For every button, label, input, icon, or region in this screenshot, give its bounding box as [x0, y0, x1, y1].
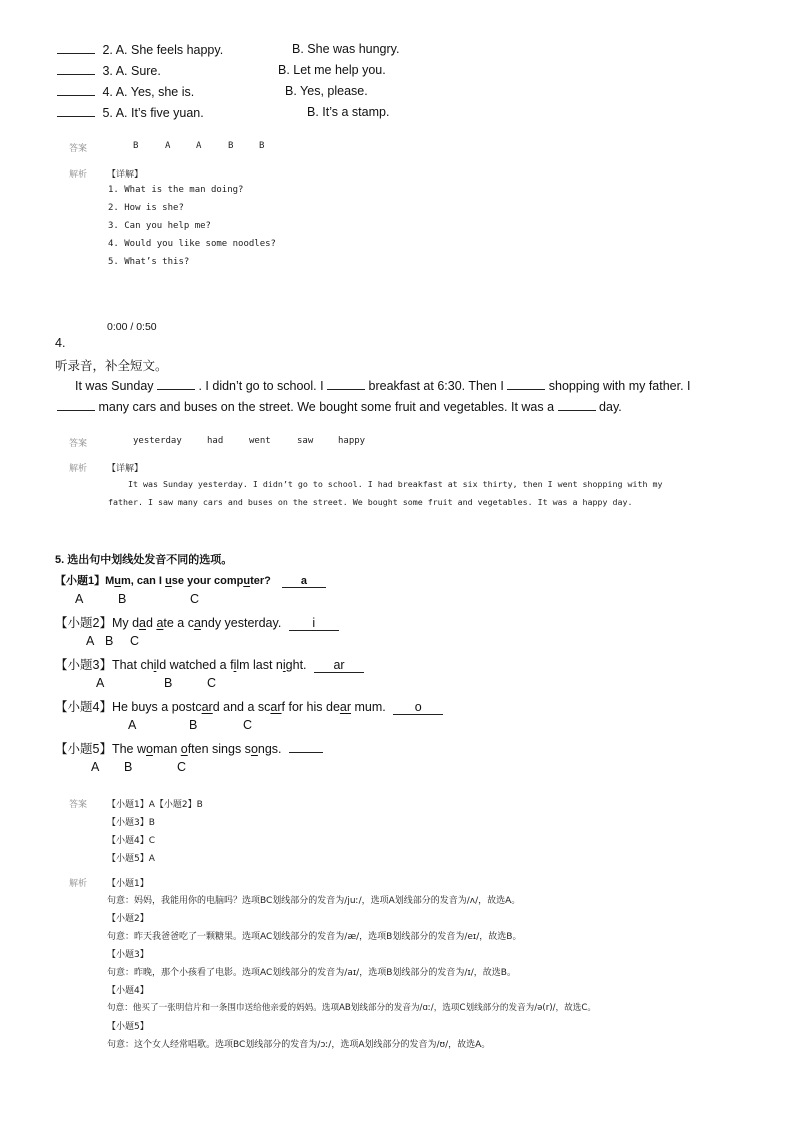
analysis-line: 句意：昨晚，那个小孩看了电影。选项AC划线部分的发音为/aɪ/，选项B划线部分的发音为/ɪ/，故选B。	[107, 968, 516, 978]
underlined-letter: ar	[339, 700, 352, 714]
sentence-text: My d	[111, 616, 140, 630]
analysis-label: 解析	[69, 879, 88, 889]
option-b: B. Yes, please.	[285, 84, 368, 98]
subquestion-label: 【小题2】	[55, 616, 112, 630]
answer-blank[interactable]	[57, 399, 95, 411]
answer-value: A	[165, 141, 171, 151]
detail-line: 5. What’s this?	[108, 257, 190, 267]
subquestion-3	[55, 655, 364, 673]
answer-blank[interactable]	[507, 378, 545, 390]
answer-label: 答案	[69, 800, 88, 810]
option-b: B. She was hungry.	[292, 42, 400, 56]
sentence-text: te a c	[163, 616, 194, 630]
underlined-letter: i	[282, 658, 286, 672]
passage-text: . I didn’t go to school. I	[198, 379, 324, 393]
analysis-line: 【小题4】	[107, 986, 149, 996]
underlined-letter: ar	[270, 700, 282, 714]
sentence-text: man	[152, 742, 181, 756]
sentence-text: se your comp	[171, 575, 244, 587]
answer-blank[interactable]	[327, 378, 365, 390]
section-title: 5. 选出句中划线处发音不同的选项。	[55, 554, 233, 566]
answer-value: went	[249, 436, 271, 446]
question-instruction: 听录音，补全短文。	[55, 359, 168, 373]
sentence-text: m, can I	[121, 575, 166, 587]
answer-blank[interactable]	[157, 378, 195, 390]
subquestion-label: 【小题4】	[55, 700, 112, 714]
passage-text: many cars and buses on the street. We bought some fruit and vegetables. It was a	[98, 400, 555, 414]
analysis-line: 句意：这个女人经常唱歌。选项BC划线部分的发音为/ɔː/，选项A划线部分的发音为/ʊ/，故选A。	[107, 1040, 491, 1050]
option-label: A	[91, 760, 100, 774]
subquestion-1	[55, 572, 326, 588]
answer-value: B	[228, 141, 234, 151]
detail-heading: 【详解】	[107, 170, 144, 180]
answer-blank[interactable]	[57, 84, 95, 96]
detail-line: 4. Would you like some noodles?	[108, 239, 276, 249]
analysis-line: 【小题2】	[107, 914, 149, 924]
question-row	[57, 42, 223, 57]
underlined-letter: o	[146, 742, 153, 756]
answer-value: B	[133, 141, 139, 151]
passage-line-1	[75, 378, 691, 393]
option-label: C	[243, 718, 253, 732]
question-row	[57, 105, 204, 120]
sentence-text: mum.	[351, 700, 386, 714]
option-a: 3. A. Sure.	[102, 64, 161, 78]
detail-line: 2. How is she?	[108, 203, 184, 213]
question-row	[57, 63, 161, 78]
underlined-letter: u	[114, 575, 122, 587]
answer-blank[interactable]: i	[289, 616, 339, 631]
option-b: B. Let me help you.	[278, 63, 386, 77]
detail-line: 1. What is the man doing?	[108, 185, 244, 195]
sentence-text: ld watched a f	[156, 658, 234, 672]
underlined-letter: i	[233, 658, 237, 672]
answer-value: A	[196, 141, 202, 151]
option-a: 5. A. It’s five yuan.	[102, 106, 204, 120]
analysis-line: 句意：昨天我爸爸吃了一颗糖果。选项AC划线部分的发音为/æ/，选项B划线部分的发音为/eɪ/，故选B。	[107, 932, 522, 942]
answer-value: saw	[297, 436, 314, 446]
analysis-line: 【小题3】	[107, 950, 149, 960]
subquestion-label: 【小题3】	[55, 658, 112, 672]
underlined-letter: u	[243, 575, 251, 587]
subquestion-2	[55, 613, 339, 631]
option-label: C	[190, 592, 200, 606]
analysis-line: 句意：他买了一张明信片和一条围巾送给他亲爱的妈妈。选项AB划线部分的发音为/ɑː/，选项C划线部分的发音为/ə(r)/，故选C。	[107, 1003, 596, 1013]
answer-line: 【小题5】A	[107, 854, 155, 864]
sentence-text: He buys a postc	[111, 700, 202, 714]
subquestion-4	[55, 697, 443, 715]
answer-blank[interactable]	[57, 63, 95, 75]
sentence-text: ter?	[250, 575, 271, 587]
underlined-letter: u	[165, 575, 172, 587]
passage-line-2	[57, 399, 622, 414]
option-label: B	[164, 676, 173, 690]
passage-text: breakfast at 6:30. Then I	[368, 379, 504, 393]
option-label: A	[86, 634, 95, 648]
underlined-letter: a	[193, 616, 201, 630]
sentence-text: M	[105, 575, 115, 587]
subquestion-5	[55, 739, 323, 757]
answer-line: 【小题4】C	[107, 836, 156, 846]
answer-blank[interactable]	[289, 741, 323, 753]
answer-blank[interactable]	[558, 399, 596, 411]
option-label: B	[105, 634, 114, 648]
option-a: 2. A. She feels happy.	[102, 43, 224, 57]
answer-blank[interactable]	[57, 105, 95, 117]
underlined-letter: a	[156, 616, 164, 630]
underlined-letter: ar	[201, 700, 213, 714]
answer-value: yesterday	[133, 436, 182, 446]
sentence-text: f for his de	[281, 700, 340, 714]
option-label: C	[177, 760, 187, 774]
answer-value: happy	[338, 436, 366, 446]
option-label: C	[207, 676, 217, 690]
detail-line: 3. Can you help me?	[108, 221, 211, 231]
subquestion-label: 【小题5】	[55, 742, 112, 756]
passage-text: shopping with my father. I	[548, 379, 691, 393]
analysis-label: 解析	[69, 170, 88, 180]
answer-label: 答案	[69, 439, 88, 449]
analysis-line: 【小题5】	[107, 1022, 149, 1032]
answer-value: had	[207, 436, 224, 446]
sentence-text: ght.	[285, 658, 307, 672]
option-label: A	[75, 592, 84, 606]
sentence-text: d and a sc	[212, 700, 271, 714]
sentence-text: lm last n	[236, 658, 283, 672]
analysis-line: 句意：妈妈，我能用你的电脑吗？选项BC划线部分的发音为/juː/，选项A划线部分的发音为/ʌ/，故选A。	[107, 896, 521, 906]
underlined-letter: i	[153, 658, 157, 672]
sentence-text: The w	[111, 742, 146, 756]
answer-line: 【小题3】B	[107, 818, 155, 828]
detail-heading: 【详解】	[107, 464, 144, 474]
answer-label: 答案	[69, 144, 88, 154]
answer-line: 【小题1】A【小题2】B	[107, 800, 203, 810]
option-label: A	[128, 718, 137, 732]
option-b: B. It’s a stamp.	[307, 105, 390, 119]
question-row	[57, 84, 194, 99]
answer-blank[interactable]: o	[393, 700, 443, 715]
sentence-text: That ch	[111, 658, 154, 672]
passage-text: day.	[599, 400, 622, 414]
audio-time-display[interactable]: 0:00 / 0:50	[107, 321, 157, 333]
detail-line: It was Sunday yesterday. I didn’t go to school. I had breakfast at six thirty, then I went shopping with my	[128, 479, 663, 489]
sentence-text: d	[146, 616, 157, 630]
option-label: B	[118, 592, 127, 606]
underlined-letter: o	[180, 742, 188, 756]
detail-line: father. I saw many cars and buses on the street. We bought some fruit and vegetables. It was a happy day.	[108, 497, 633, 507]
underlined-letter: o	[250, 742, 258, 756]
analysis-line: 【小题1】	[107, 879, 149, 889]
analysis-label: 解析	[69, 464, 88, 474]
answer-value: B	[259, 141, 265, 151]
sentence-text: ngs.	[257, 742, 282, 756]
option-label: B	[189, 718, 198, 732]
option-label: B	[124, 760, 133, 774]
question-number: 4.	[55, 336, 66, 350]
option-label: A	[96, 676, 105, 690]
option-a: 4. A. Yes, she is.	[102, 85, 195, 99]
underlined-letter: a	[139, 616, 146, 630]
passage-text: It was Sunday	[75, 379, 154, 393]
answer-blank[interactable]: ar	[314, 658, 364, 673]
sentence-text: ften sings s	[187, 742, 251, 756]
option-label: C	[130, 634, 140, 648]
answer-blank[interactable]	[57, 42, 95, 54]
sentence-text: ndy yesterday.	[200, 616, 282, 630]
answer-blank[interactable]: a	[282, 575, 326, 588]
subquestion-label: 【小题1】	[55, 575, 106, 587]
